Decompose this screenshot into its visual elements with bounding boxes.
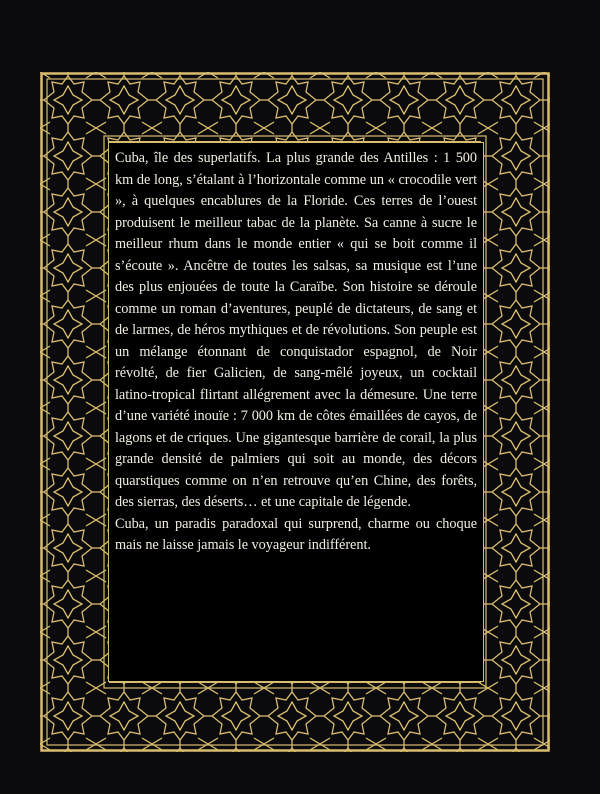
body-paragraph-1: Cuba, île des superlatifs. La plus grande des Antilles : 1 500 km de long, s’étalant à l’horizontale comme un « crocodile vert », à quelques encablures de la Floride. Ces terres de l’ouest produisent le meilleur tabac de la planète. Sa canne à sucre le meilleur rhum dans le monde entier « qui se boit comme il s’écoute ». Ancêtre de toutes les salsas, sa musique est l’une des plus enjouées de toute la Caraïbe. Son histoire se déroule comme un roman d’aventures, peuplé de dictateurs, de sang et de larmes, de héros mythiques et de révolutions. Son peuple est un mélange étonnant de conquistador espagnol, de Noir révolté, de fier Galicien, de sang-mêlé joyeux, un cocktail latino-tropical flirtant allégrement avec la démesure. Une terre d’une variété inouïe : 7 000 km de côtes émaillées de cayos, de lagons et de criques. Une gigantesque barrière de corail, la plus grande densité de palmiers qui soit au monde, des décors quarstiques comme on n’en retrouve qu’en Chine, des forêts, des sierras, des déserts… et une capitale de légende. [115, 150, 477, 510]
text-panel [108, 142, 484, 682]
body-paragraph-2: Cuba, un paradis paradoxal qui surprend, charme ou choque mais ne laisse jamais le voyageur indifférent. [115, 515, 477, 553]
